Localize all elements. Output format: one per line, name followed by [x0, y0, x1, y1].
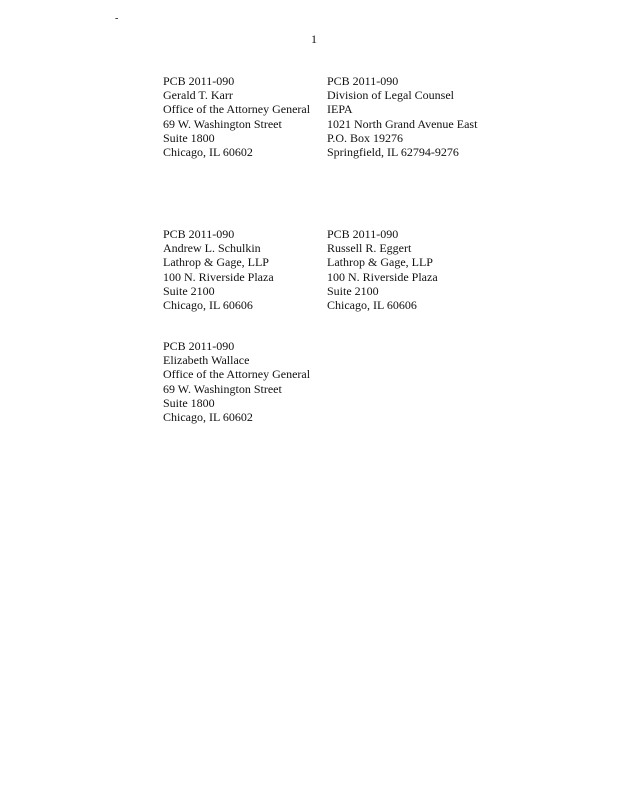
suite-or-po-box: Suite 1800: [163, 395, 215, 410]
city-state-zip: Springfield, IL 62794-9276: [327, 145, 459, 160]
recipient-organization: IEPA: [327, 102, 353, 117]
service-address-block: [163, 74, 310, 159]
service-address-block: [163, 227, 274, 312]
case-number: PCB 2011-090: [327, 74, 399, 88]
service-address-block: [327, 74, 477, 159]
recipient-name: Russell R. Eggert: [327, 241, 412, 256]
street-address: 1021 North Grand Avenue East: [327, 116, 478, 131]
city-state-zip: Chicago, IL 60606: [163, 298, 253, 313]
street-address: 69 W. Washington Street: [163, 116, 282, 131]
street-address: 100 N. Riverside Plaza: [163, 269, 274, 284]
corner-mark: -: [115, 13, 119, 24]
recipient-name: Gerald T. Karr: [163, 88, 233, 103]
recipient-name: Division of Legal Counsel: [327, 88, 454, 103]
recipient-organization: Office of the Attorney General: [163, 367, 311, 382]
page-number: 1: [311, 32, 317, 46]
suite-or-po-box: Suite 1800: [163, 130, 215, 145]
case-number: PCB 2011-090: [327, 227, 399, 241]
street-address: 69 W. Washington Street: [163, 381, 282, 396]
suite-or-po-box: P.O. Box 19276: [327, 130, 404, 145]
city-state-zip: Chicago, IL 60602: [163, 410, 253, 425]
recipient-name: Elizabeth Wallace: [163, 353, 250, 368]
street-address: 100 N. Riverside Plaza: [327, 269, 438, 284]
city-state-zip: Chicago, IL 60606: [327, 298, 417, 313]
recipient-organization: Lathrop & Gage, LLP: [327, 255, 433, 270]
service-address-block: [163, 339, 310, 424]
case-number: PCB 2011-090: [163, 227, 235, 241]
recipient-organization: Lathrop & Gage, LLP: [163, 255, 269, 270]
recipient-name: Andrew L. Schulkin: [163, 241, 261, 256]
recipient-organization: Office of the Attorney General: [163, 102, 311, 117]
city-state-zip: Chicago, IL 60602: [163, 145, 253, 160]
case-number: PCB 2011-090: [163, 339, 235, 353]
suite-or-po-box: Suite 2100: [327, 283, 379, 298]
service-address-block: [327, 227, 438, 312]
case-number: PCB 2011-090: [163, 74, 235, 88]
suite-or-po-box: Suite 2100: [163, 283, 215, 298]
